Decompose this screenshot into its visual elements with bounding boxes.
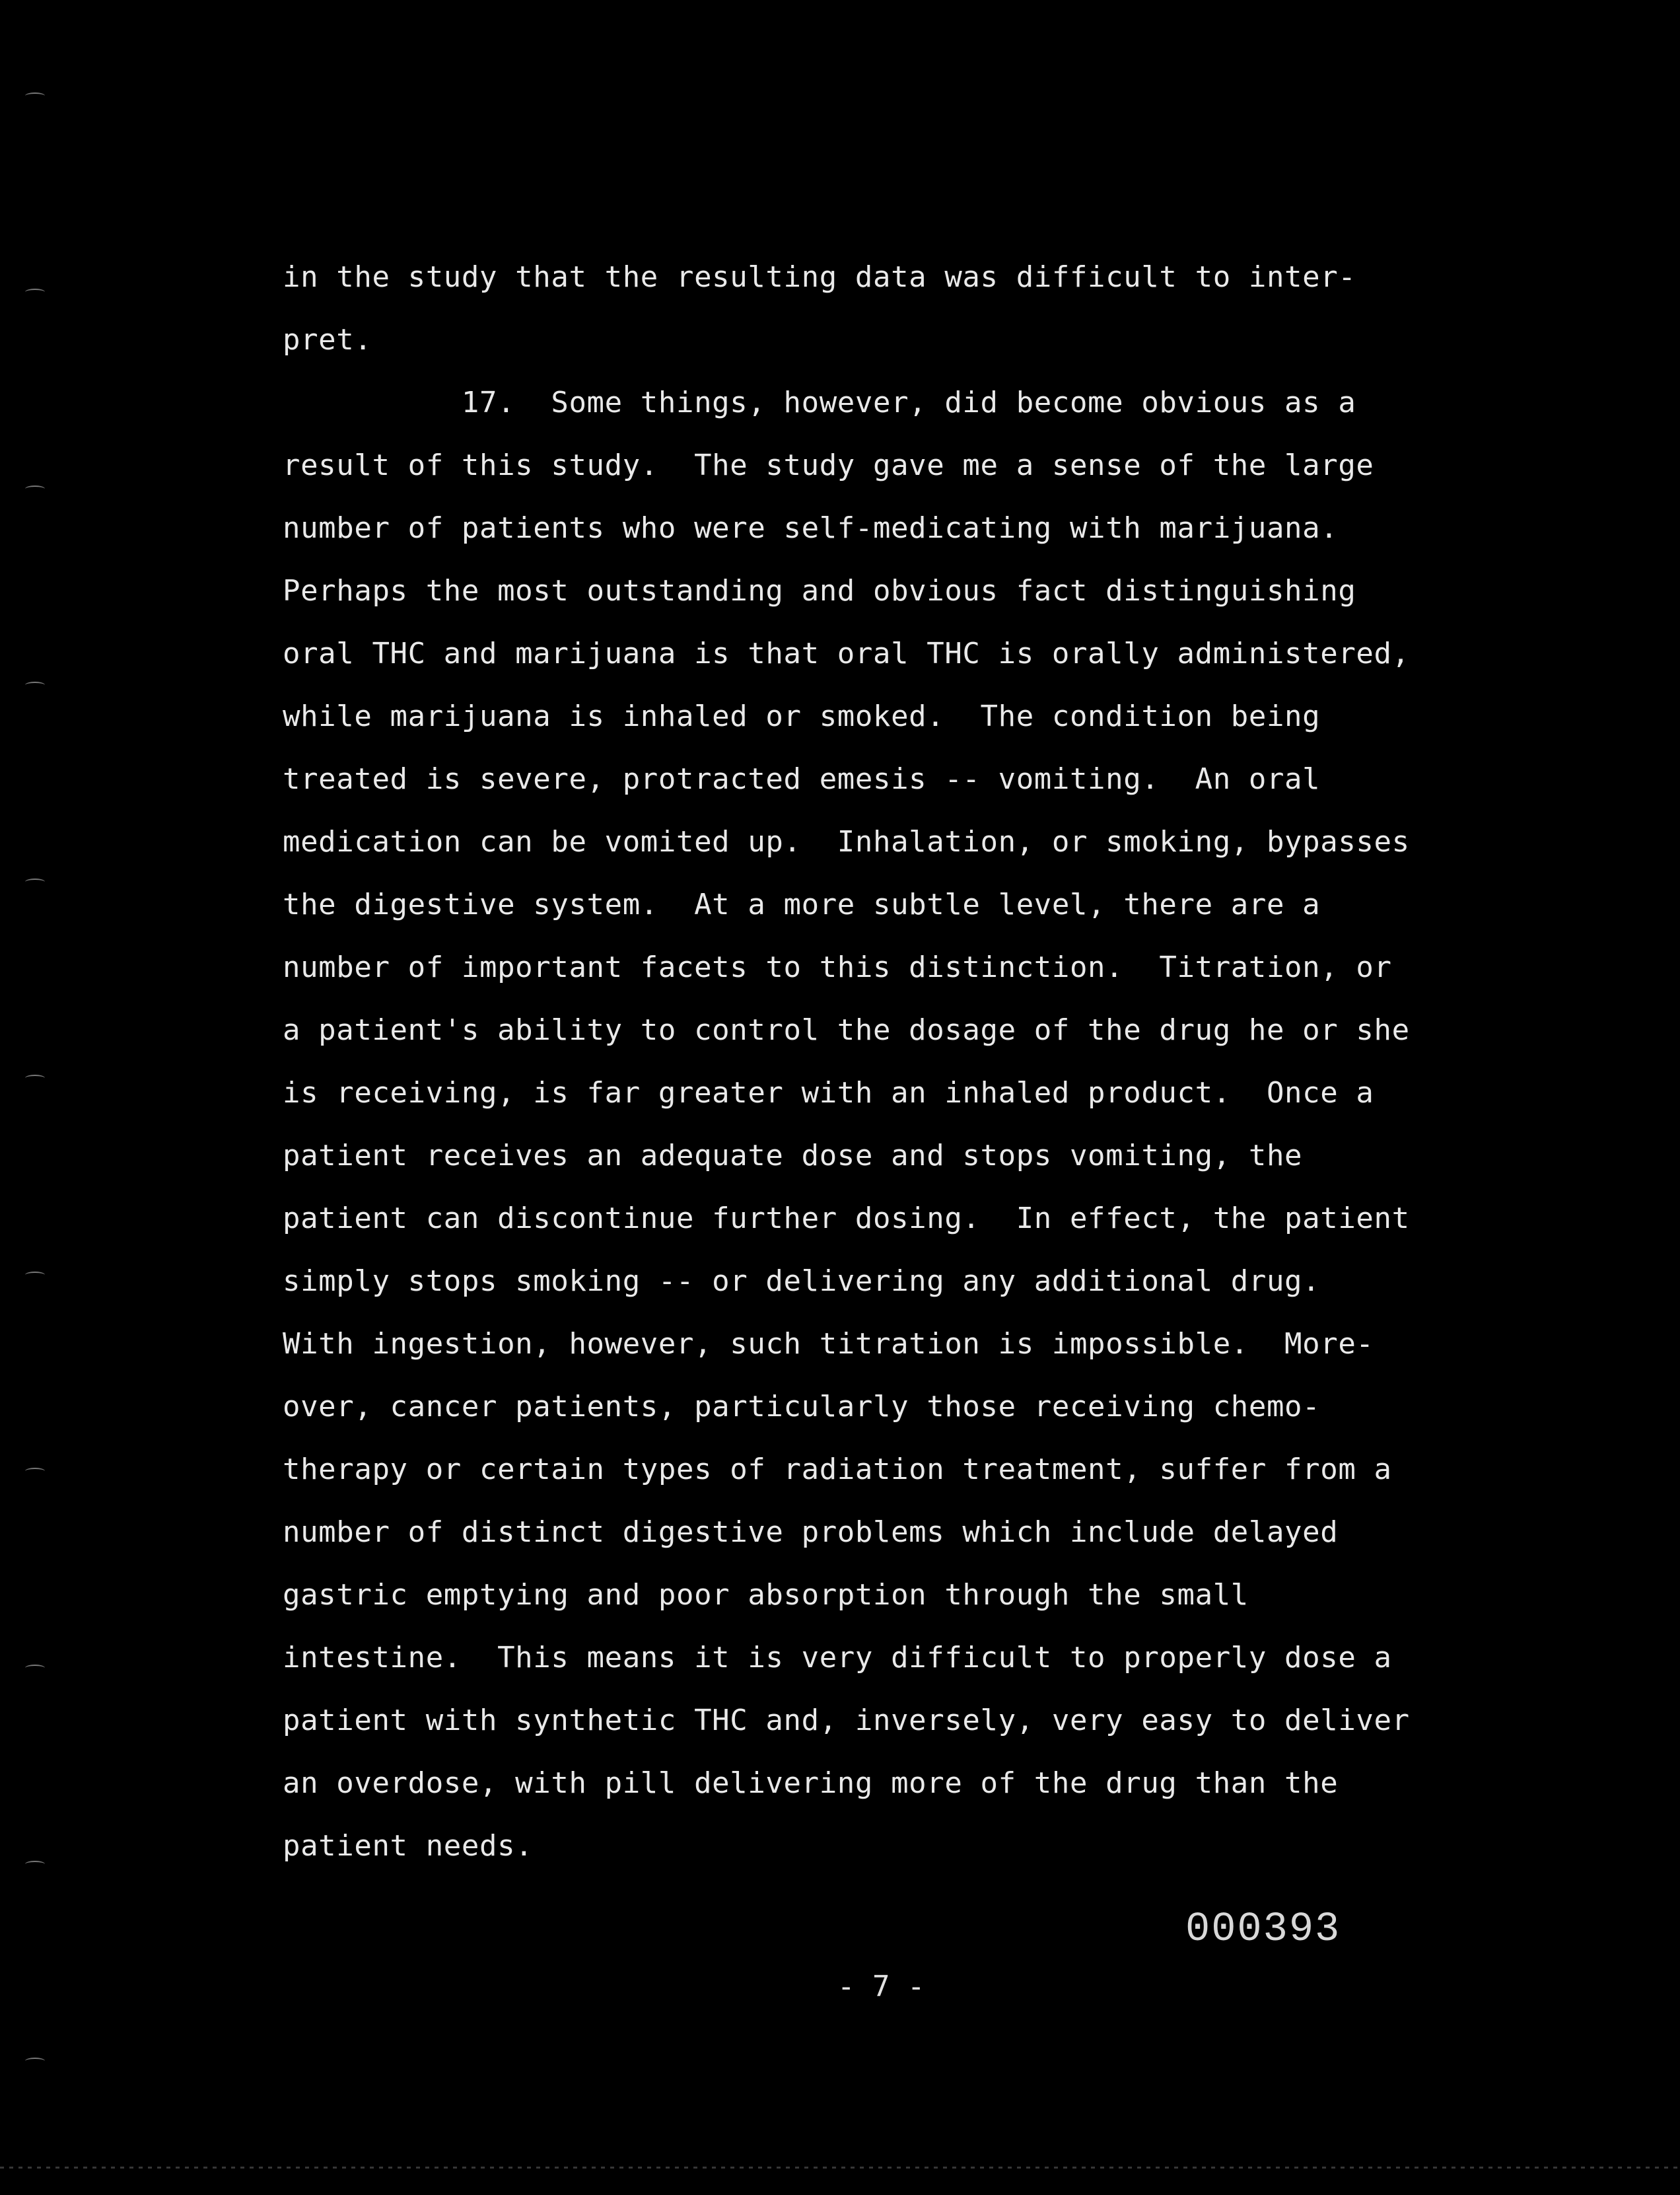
text-line: in the study that the resulting data was difficult to inter- xyxy=(283,260,1356,294)
text-line: medication can be vomited up. Inhalation, or smoking, bypasses xyxy=(283,825,1410,859)
scan-mark xyxy=(25,486,45,492)
text-line: treated is severe, protracted emesis -- vomiting. An oral xyxy=(283,762,1321,796)
text-line: is receiving, is far greater with an inhaled product. Once a xyxy=(283,1076,1374,1110)
text-line: number of important facets to this distinction. Titration, or xyxy=(283,951,1392,984)
scan-mark xyxy=(25,682,45,688)
text-line: patient needs. xyxy=(283,1829,534,1863)
text-line: With ingestion, however, such titration is impossible. More- xyxy=(283,1327,1374,1361)
scan-mark xyxy=(25,1272,45,1278)
text-line: number of patients who were self-medicating with marijuana. xyxy=(283,511,1339,545)
scan-mark xyxy=(25,289,45,295)
scan-mark xyxy=(25,1665,45,1671)
bates-stamp: 000393 xyxy=(1185,1906,1341,1953)
text-line: therapy or certain types of radiation treatment, suffer from a xyxy=(283,1453,1392,1486)
scan-mark xyxy=(25,1075,45,1081)
text-line: while marijuana is inhaled or smoked. The condition being xyxy=(283,700,1321,733)
text-line: 17. Some things, however, did become obvious as a xyxy=(283,386,1356,419)
scan-mark xyxy=(25,2058,45,2064)
scan-mark xyxy=(25,1861,45,1867)
scan-mark xyxy=(25,879,45,885)
text-line: patient can discontinue further dosing. In effect, the patient xyxy=(283,1202,1410,1235)
text-line: a patient's ability to control the dosage of the drug he or she xyxy=(283,1013,1410,1047)
scan-mark xyxy=(25,92,45,99)
text-line: pret. xyxy=(283,323,372,357)
text-line: Perhaps the most outstanding and obvious fact distinguishing xyxy=(283,574,1356,608)
text-line: an overdose, with pill delivering more of the drug than the xyxy=(283,1766,1339,1800)
text-line: over, cancer patients, particularly those receiving chemo- xyxy=(283,1390,1321,1423)
text-line: result of this study. The study gave me a sense of the large xyxy=(283,449,1374,482)
text-line: simply stops smoking -- or delivering any additional drug. xyxy=(283,1264,1321,1298)
text-line: patient with synthetic THC and, inversely, very easy to deliver xyxy=(283,1704,1410,1737)
text-line: number of distinct digestive problems which include delayed xyxy=(283,1515,1339,1549)
scan-mark xyxy=(25,1468,45,1474)
text-line: intestine. This means it is very difficult to properly dose a xyxy=(283,1641,1392,1674)
text-line: the digestive system. At a more subtle level, there are a xyxy=(283,888,1321,921)
page-number: - 7 - xyxy=(837,1970,925,2003)
document-body xyxy=(283,246,1577,1877)
text-line: gastric emptying and poor absorption through the small xyxy=(283,1578,1249,1612)
text-line: patient receives an adequate dose and stops vomiting, the xyxy=(283,1139,1303,1172)
text-line: oral THC and marijuana is that oral THC is orally administered, xyxy=(283,637,1410,670)
scan-edge xyxy=(0,2167,1680,2169)
